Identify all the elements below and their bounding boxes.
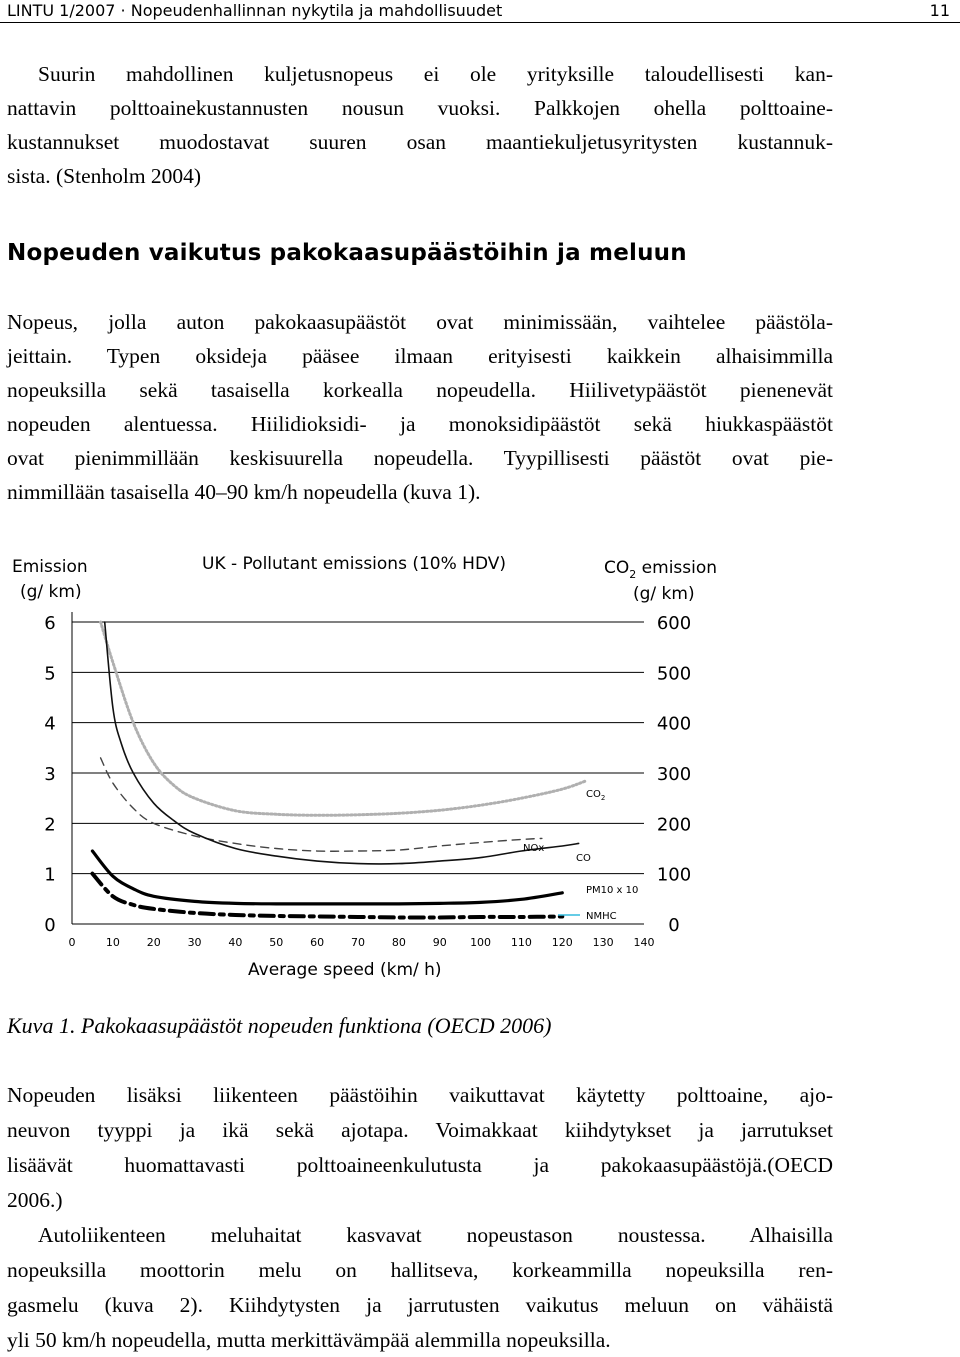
x-tick-label: 50 <box>269 936 284 949</box>
paragraph-line: Suurin mahdollinen kuljetusnopeus ei ole yrityksille taloudellisesti kan- <box>38 62 833 86</box>
paragraph-line: neuvon tyyppi ja ikä sekä ajotapa. Voimakkaat kiihdytykset ja jarrutukset <box>7 1118 833 1142</box>
paragraph-line: gasmelu (kuva 2). Kiihdytysten ja jarrutusten vaikutus meluun on vähäistä <box>7 1293 833 1317</box>
paragraph-line: Nopeus, jolla auton pakokaasupäästöt ovat minimissään, vaihtelee päästöla- <box>7 310 833 334</box>
x-tick-label: 120 <box>551 936 573 949</box>
paragraph-line: Nopeuden lisäksi liikenteen päästöihin vaikuttavat käytetty polttoaine, ajo- <box>7 1083 833 1107</box>
series-line-co <box>105 622 579 864</box>
y-tick-label-left: 3 <box>44 764 56 785</box>
chart-title: UK - Pollutant emissions (10% HDV) <box>202 554 506 574</box>
x-tick-label: 30 <box>187 936 202 949</box>
y-tick-label-right: 400 <box>656 713 692 735</box>
paragraph-line: nopeuden alentuessa. Hiilidioksidi- ja monoksidipäästöt sekä hiukkaspäästöt <box>7 412 833 436</box>
y-tick-label-right: 500 <box>656 663 692 685</box>
y-tick-label-left: 6 <box>44 613 56 634</box>
y-axis-title-left: Emission <box>12 557 88 577</box>
paragraph-line: nopeuksilla sekä tasaisella korkealla nopeudella. Hiilivetypäästöt pienenevät <box>7 378 833 402</box>
paragraph-line: sista. (Stenholm 2004) <box>7 164 202 188</box>
series-line-co2 <box>101 622 587 815</box>
x-axis-title: Average speed (km/ h) <box>248 960 442 980</box>
y-tick-label-left: 2 <box>44 814 56 836</box>
x-tick-label: 140 <box>633 936 655 949</box>
page-header <box>0 0 960 23</box>
series-label-co: CO <box>576 853 591 864</box>
y-tick-label-right: 200 <box>656 814 692 836</box>
x-tick-label: 70 <box>351 936 365 949</box>
y-tick-label-left: 5 <box>44 663 56 685</box>
y-tick-label-right: 300 <box>656 764 692 785</box>
emissions-chart <box>0 545 760 985</box>
y-axis-unit-left: (g/ km) <box>20 582 82 602</box>
y-tick-label-right: 600 <box>656 613 692 634</box>
y-axis-unit-right: (g/ km) <box>633 584 695 604</box>
paragraph-line: ovat pienimmillään keskisuurella nopeudella. Tyypillisesti päästöt ovat pie- <box>7 446 833 470</box>
y-tick-label-left: 0 <box>44 915 56 936</box>
paragraph-line: nimmillään tasaisella 40–90 km/h nopeudella (kuva 1). <box>7 480 481 504</box>
section-heading: Nopeuden vaikutus pakokaasupäästöihin ja meluun <box>7 240 687 266</box>
paragraph-line: jeittain. Typen oksideja pääsee ilmaan erityisesti kaikkein alhaisimmilla <box>7 344 833 368</box>
x-tick-label: 110 <box>510 936 532 949</box>
paragraph-line: Autoliikenteen meluhaitat kasvavat nopeustason noustessa. Alhaisilla <box>38 1223 833 1247</box>
paragraph-line: nattavin polttoainekustannusten nousun vuoksi. Palkkojen ohella polttoaine- <box>7 96 833 120</box>
x-tick-label: 100 <box>470 936 492 949</box>
chart-grid <box>72 622 644 924</box>
x-tick-label: 90 <box>432 936 447 949</box>
x-tick-label: 20 <box>146 936 161 949</box>
x-tick-label: 0 <box>68 936 76 949</box>
paragraph-line: nopeuksilla moottorin melu on hallitseva, korkeammilla nopeuksilla ren- <box>7 1258 833 1282</box>
y-axis-title-right: $CO_2$ emission <box>604 558 718 581</box>
series-label-nox: NOx <box>523 843 545 854</box>
figure-caption: Kuva 1. Pakokaasupäästöt nopeuden funktiona (OECD 2006) <box>7 1013 552 1038</box>
paragraph-line: kustannukset muodostavat suuren osan maantiekuljetusyritysten kustannuk- <box>7 130 833 154</box>
x-tick-label: 10 <box>105 936 120 949</box>
series-label-nmhc: NMHC <box>586 911 617 922</box>
paragraph-line: lisäävät huomattavasti polttoaineenkulutusta ja pakokaasupäästöjä.(OECD <box>7 1153 833 1177</box>
page-number: 11 <box>929 1 950 20</box>
series-line-pm10-x-10 <box>92 851 562 904</box>
series-line-nmhc <box>92 874 562 918</box>
paragraph-line: 2006.) <box>7 1188 63 1212</box>
x-tick-label: 80 <box>391 936 406 949</box>
y-tick-label-right: 0 <box>668 915 680 936</box>
x-tick-label: 130 <box>592 936 614 949</box>
series-label-pm10: PM10 x 10 <box>586 885 639 896</box>
x-tick-label: 60 <box>310 936 325 949</box>
y-tick-label-left: 1 <box>44 864 56 886</box>
y-tick-label-right: 100 <box>656 864 692 886</box>
x-tick-label: 40 <box>228 936 243 949</box>
running-title: LINTU 1/2007 · Nopeudenhallinnan nykytila ja mahdollisuudet <box>7 1 503 20</box>
series-label-co2: $CO_2$ <box>586 789 606 802</box>
y-tick-label-left: 4 <box>44 713 56 735</box>
paragraph-line: yli 50 km/h nopeudella, mutta merkittävämpää alemmilla nopeuksilla. <box>7 1328 611 1352</box>
